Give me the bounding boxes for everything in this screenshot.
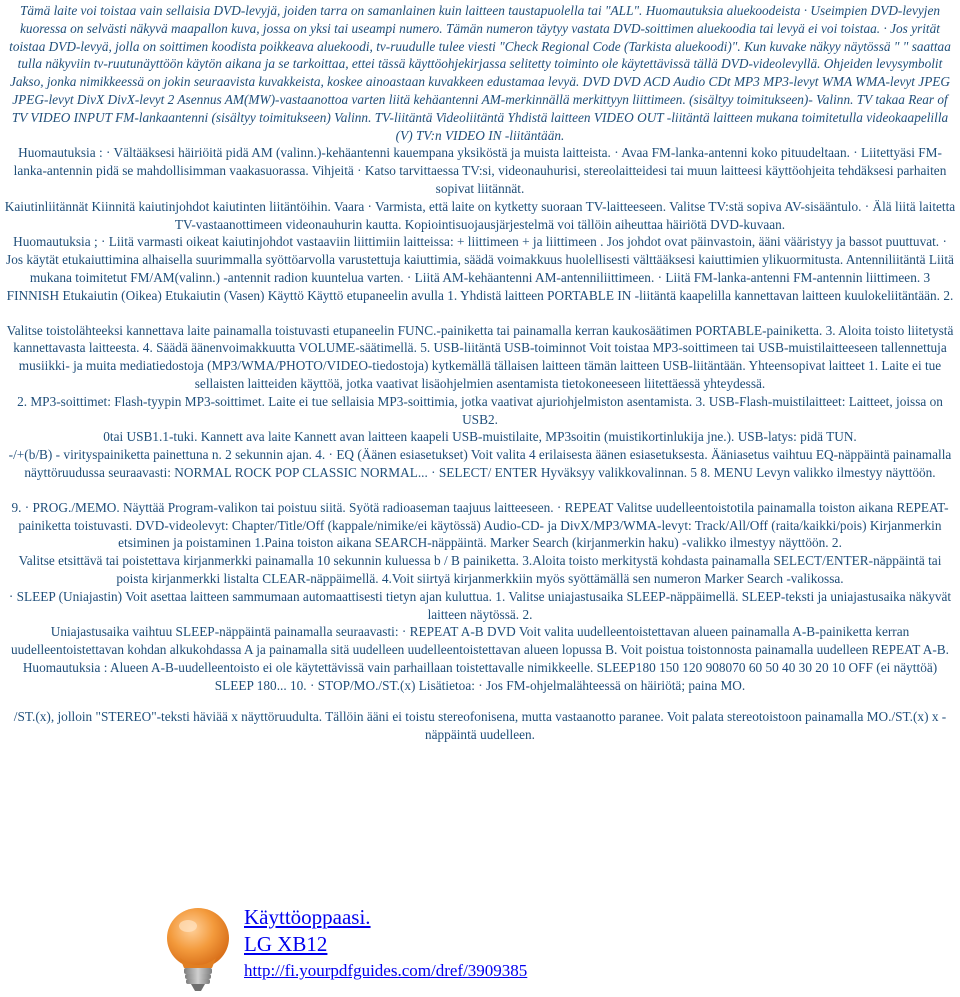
paragraph-sleep: · SLEEP (Uniajastin) Voit asettaa laitteen sammumaan automaattisesti tietyn ajan kuluttua. 1. Valitse uniajastusaika SLEEP-näppäimellä. SLEEP-teksti ja uniajastusaika näkyvät laitteen näytössä. 2.: [8, 588, 952, 622]
paragraph-portable-usb: Valitse toistolähteeksi kannettava laite painamalla toistuvasti etupaneelin FUNC.-painiketta tai painamalla kerran kaukosäätimen PORTABLE-painiketta. 3. Aloita toisto liitetystä kannettavasta laitteesta. 4. Säädä äänenvoimakkuutta VOLUME-säätimellä. 5. USB-liitäntä USB-toiminnot Voit toistaa MP3-soittimeen tai USB-muistilaitteeseen tallennettuja musiikki- ja muita mediatiedostoja (MP3/WMA/PHOTO/VIDEO-tiedostoja) kytkemällä tällaisen laitteen tämän laitteen USB-liitäntään. Yhteensopivat laitteet 1. Laite ei tue sellaisten laitteiden käyttöä, jotka vaativat lisäohjelmien asentamista tietokoneeseen liitettäessä yhteydessä.: [6, 322, 954, 391]
paragraph-region-codes: Tämä laite voi toistaa vain sellaisia DVD-levyjä, joiden tarra on samanlainen kuin laitteen taustapuolella tai "ALL". Huomautuksia aluekoodeista · Useimpien DVD-levyjen kuoressa on selvästi näkyvä maapallon kuva, jossa on yksi tai useampi numero. Tämän numeron täytyy vastata DVD-soittimen aluekoodia tai levyä ei voi toistaa. · Jos yrität toistaa DVD-levyä, jolla on soittimen koodista poikkeava aluekoodi, tv-ruudulle tulee viesti "Check Regional Code (Tarkista aluekoodi)". Kun kuvake näkyy näytössä " " saattaa tulla näkyviin tv-ruutunäyttöön käytön aikana ja se tarkoittaa, ettei tässä käyttöohjekirjassa selitetty toiminto ole käytettävissä tällä DVD-videolevyllä. Ohjeiden levysymbolit Jakso, jonka nimikkeessä on jokin seuraavista kuvakkeista, koskee ainoastaan kuvakkeen edustamaa levyä. DVD DVD ACD Audio CDt MP3 MP3-levyt WMA WMA-levyt JPEG JPEG-levyt DivX DivX-levyt 2 Asennus AM(MW)-vastaanottoa varten liitä kehäantenni AM-merkinnällä merkittyyn liittimeen. (sisältyy toimitukseen)- Valinn. TV takaa Rear of TV VIDEO INPUT FM-lankaantenni (sisältyy toimitukseen) Valinn. TV-liitäntä Videoliitäntä Yhdistä laitteen VIDEO OUT -liitäntä laitteen mukana toimitetulla videokaapelilla (V) TV:n VIDEO IN -liitäntään.: [9, 3, 951, 143]
spacer: [3, 694, 957, 708]
paragraph-prog-repeat: 9. · PROG./MEMO. Näyttää Program-valikon tai poistuu siitä. Syötä radioaseman taajuus laitteeseen. · REPEAT Valitse uudelleentoistotila painamalla toiston aikana REPEAT-painiketta toistuvasti. DVD-videolevyt: Chapter/Title/Off (kappale/nimike/ei käytössä) Audio-CD- ja DivX/MP3/WMA-levyt: Track/All/Off (raita/kaikki/pois) Kirjanmerkin etsiminen ja poistaminen 1.Paina toiston aikana SEARCH-näppäintä. Marker Search (kirjanmerkin haku) -valikko ilmestyy näyttöön. 2.: [11, 499, 949, 551]
paragraph-antenna-notes: Huomautuksia : · Vältääksesi häiriöitä pidä AM (valinn.)-kehäantenni kauempana yksiköstä ja muista laitteista. · Avaa FM-lanka-antenni koko pituudeltaan. · Liitettyäsi FM-lanka-antennin pidä se mahdollisimman vaakasuorassa. Vihjeitä · Katso tarvittaessa TV:si, videonauhurisi, stereolaitteidesi tai muun laitteesi käyttöohjeita tehdäksesi parhaiten sopivat liitännät.: [13, 145, 947, 196]
product-link[interactable]: LG XB12: [244, 932, 328, 956]
paragraph-speaker-notes: Huomautuksia ; · Liitä varmasti oikeat kaiutinjohdot vastaaviin liittimiin laitteissa: + liittimeen + ja liittimeen . Jos johdot ovat päinvastoin, ääni vääristyy ja bassot puuttuvat. · Jos käytät etukaiuttimina alhaisella suurimmalla syöttöarvolla varustettuja kaiuttimia, säädä voimakkuus huolellisesti välttääksesi kaiuttimien ylikuormitusta. Antenniliitäntä Liitä mukana toimitetut FM/AM(valinn.) -antennit radion kuuntelua varten. · Liitä AM-kehäantenni AM-antenniliittimeen. · Liitä FM-lanka-antenni FM-antennin liittimeen. 3 FINNISH Etukaiutin (Oikea) Etukaiutin (Vasen) Käyttö Käyttö etupaneelin avulla 1. Yhdistä laitteen PORTABLE IN -liitäntä kaapelilla kannettavan laitteen kuulokeliitäntään. 2.: [6, 234, 954, 303]
footer-links: [244, 904, 527, 982]
lightbulb-logo-icon: [158, 902, 238, 994]
paragraph-mp3-players: 2. MP3-soittimet: Flash-tyypin MP3-soittimet. Laite ei tue sellaisia MP3-soittimia, jotka vaativat ajuriohjelmiston asentamista. 3. USB-Flash-muistilaitteet: Laitteet, joissa on USB2.: [17, 393, 943, 427]
spacer: [3, 482, 957, 499]
manual-link[interactable]: Käyttöoppaasi.: [244, 905, 371, 929]
paragraph-stereo: /ST.(x), jolloin "STEREO"-teksti häviää x näyttöruudulta. Tällöin ääni ei toistu stereofonisena, mutta vastaanotto paranee. Voit palata stereotoistoon painamalla MO./ST.(x) x -näppäintä uudelleen.: [13, 709, 947, 743]
footer: [158, 902, 858, 994]
document-body: [3, 2, 957, 744]
url-link[interactable]: http://fi.yourpdfguides.com/dref/3909385: [244, 961, 528, 980]
spacer: [3, 305, 957, 322]
paragraph-sleep-repeat-ab: Uniajastusaika vaihtuu SLEEP-näppäintä painamalla seuraavasti: · REPEAT A-B DVD Voit valita uudelleentoistettavan alueen painamalla A-B-painiketta kerran uudelleentoistettavan kohdan alkukohdassa A ja painamalla sitä uudelleen uudelleentoistettavan alueen lopussa B. Voit poistua toistonnosta painamalla uudelleen REPEAT A-B. Huomautuksia : Alueen A-B-uudelleentoisto ei ole käytettävissä vain parhaillaan toistettavalle nimikkeelle. SLEEP180 150 120 908070 60 50 40 30 20 10 OFF (ei näyttöä) SLEEP 180... 10. · STOP/MO./ST.(x) Lisätietoa: · Jos FM-ohjelmalähteessä on häiriötä; paina MO.: [11, 624, 949, 693]
paragraph-eq-menu: -/+(b/B) - virityspainiketta painettuna n. 2 sekunnin ajan. 4. · EQ (Äänen esiasetukset) Voit valita 4 erilaisesta äänen esiasetuksesta. Ääniasetus vaihtuu EQ-näppäintä painamalla näyttöruudussa seuraavasti: NORMAL ROCK POP CLASSIC NORMAL... · SELECT/ ENTER Hyväksyy valikkovalinnan. 5 8. MENU Levyn valikko ilmestyy näyttöön.: [8, 447, 952, 480]
paragraph-usb-support: 0tai USB1.1-tuki. Kannett ava laite Kannett avan laitteen kaapeli USB-muistilaite, MP3soitin (muistikortinlukija jne.). USB-latys: pidä TUN.: [103, 429, 857, 445]
paragraph-marker-search: Valitse etsittävä tai poistettava kirjanmerkki painamalla 10 sekunnin kuluessa b / B painiketta. 3.Aloita toisto merkitystä kohdasta painamalla SELECT/ENTER-näppäintä tai poista kirjanmerkki listalta CLEAR-näppäimellä. 4.Voit siirtyä kirjanmerkkiin myös syöttämällä sen numeron Marker Search -valikossa.: [18, 553, 942, 586]
paragraph-speaker-connections: Kaiutinliitännät Kiinnitä kaiutinjohdot kaiutinten liitäntöihin. Vaara · Varmista, että laite on kytketty suoraan TV-laitteeseen. Valitse TV:stä sopiva AV-sisääntulo. · Älä liitä laitetta TV-vastaanottimeen videonauhurin kautta. Kopiointisuojausjärjestelmä voi tällöin aiheuttaa häiriötä DVD-kuvaan.: [4, 198, 956, 232]
